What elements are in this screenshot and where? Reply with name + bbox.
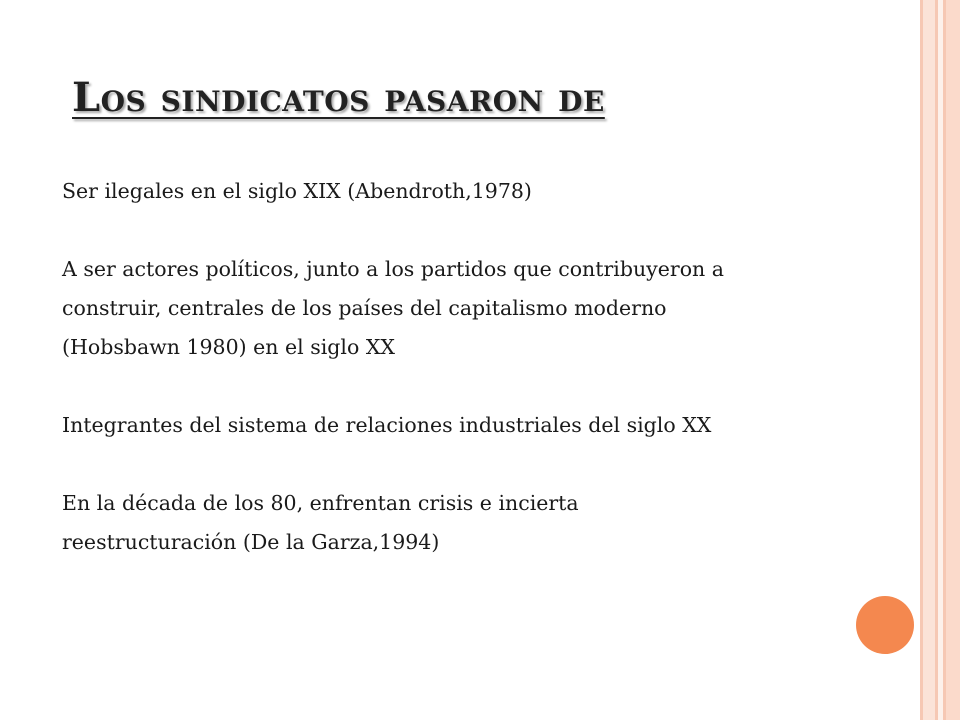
paragraph: En la década de los 80, enfrentan crisis e incierta reestructuración (De la Garza,1994) <box>62 491 579 554</box>
paragraph: A ser actores políticos, junto a los partidos que contribuyeron a construir, centrales de los países del capitalismo moderno (Hobsbawn 1980) en el siglo XX <box>62 257 724 359</box>
decorative-circle <box>856 596 914 654</box>
paragraph: Ser ilegales en el siglo XIX (Abendroth,1978) <box>62 179 532 203</box>
slide-body <box>62 172 752 562</box>
decorative-stripes <box>920 0 960 720</box>
stripe <box>923 0 935 720</box>
stripe <box>946 0 960 720</box>
slide-title: Los sindicatos pasaron de <box>72 74 605 121</box>
paragraph: Integrantes del sistema de relaciones industriales del siglo XX <box>62 413 712 437</box>
